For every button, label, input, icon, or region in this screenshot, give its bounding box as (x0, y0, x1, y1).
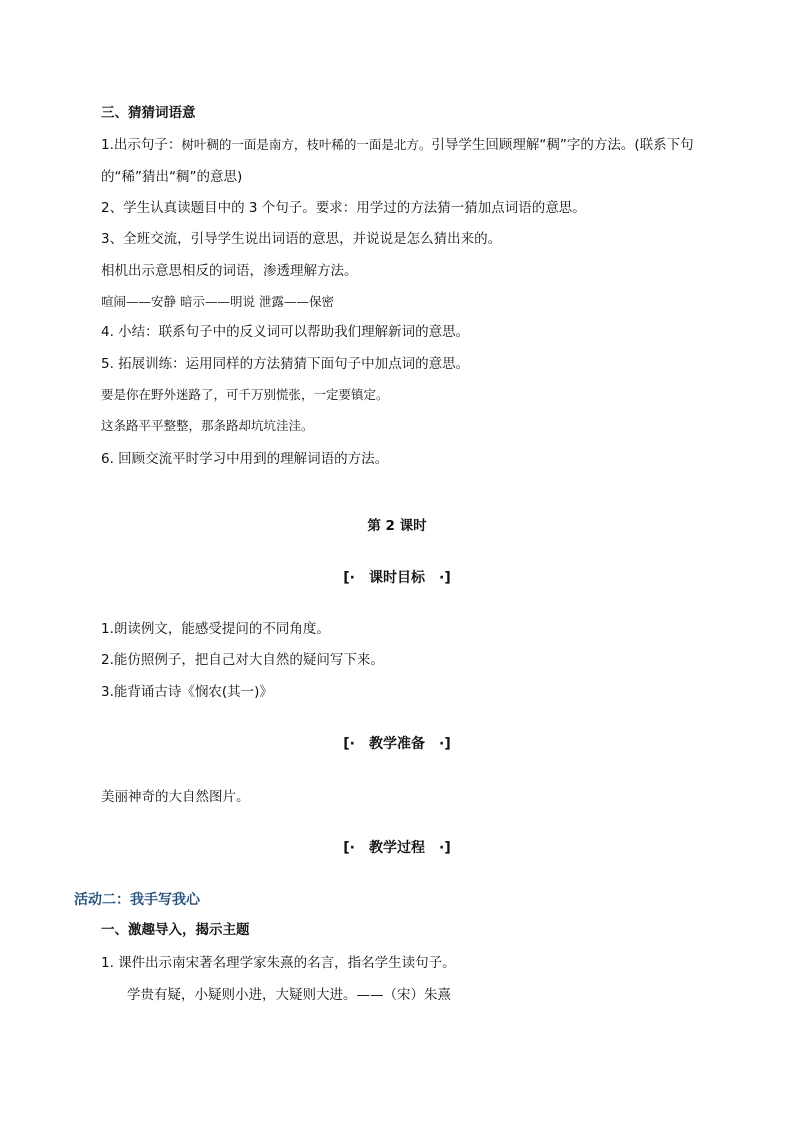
goals-heading (0, 569, 794, 587)
prep-text: 美丽神奇的大自然图片。 (101, 789, 250, 805)
section3-heading: 三、猜猜词语意 (101, 105, 196, 121)
item1-prefix: 1.出示句子： (101, 137, 182, 153)
antonym-pairs: 喧闹——安静 暗示——明说 泄露——保密 (101, 294, 334, 309)
bracket-left: [· (343, 570, 355, 586)
bracket-right: ·] (439, 570, 451, 586)
goal-2: 2.能仿照例子，把自己对大自然的疑问写下来。 (101, 652, 384, 668)
bracket-left: [· (343, 736, 355, 752)
section3-item3b: 相机出示意思相反的词语，渗透理解方法。 (101, 263, 358, 279)
section3-item3: 3、全班交流，引导学生说出词语的意思，并说说是怎么猜出来的。 (101, 231, 502, 247)
example-sentence-1: 要是你在野外迷路了，可千万别慌张，一定要镇定。 (101, 387, 389, 402)
item1-suffix: 引导学生回顾理解“稠”字的方法。(联系下句的“稀”猜出“稠”的意思) (101, 137, 694, 185)
bracket-right: ·] (439, 840, 451, 856)
bracket-left: [· (343, 840, 355, 856)
section3-item1 (101, 129, 721, 193)
prep-heading-text: 教学准备 (369, 736, 425, 752)
activity2-sub1: 一、激趣导入，揭示主题 (101, 922, 250, 938)
section3-item2: 2、学生认真读题目中的 3 个句子。要求：用学过的方法猜一猜加点词语的意思。 (101, 200, 586, 216)
process-heading (0, 839, 794, 857)
section3-item5: 5. 拓展训练：运用同样的方法猜猜下面句子中加点词的意思。 (101, 356, 470, 372)
activity2-item1: 1. 课件出示南宋著名理学家朱熹的名言，指名学生读句子。 (101, 955, 456, 971)
example-sentence-2: 这条路平平整整，那条路却坑坑洼洼。 (101, 418, 314, 433)
section3-item4: 4. 小结：联系句子中的反义词可以帮助我们理解新词的意思。 (101, 324, 470, 340)
item1-example: 树叶稠的一面是南方，枝叶稀的一面是北方。 (181, 137, 432, 152)
process-heading-text: 教学过程 (369, 840, 425, 856)
goal-1: 1.朗读例文，能感受提问的不同角度。 (101, 621, 330, 637)
goals-heading-text: 课时目标 (369, 570, 425, 586)
goal-3: 3.能背诵古诗《悯农(其一)》 (101, 684, 273, 700)
zhuxi-quote: 学贵有疑，小疑则小进，大疑则大进。——（宋）朱熹 (127, 987, 451, 1003)
section3-item6: 6. 回顾交流平时学习中用到的理解词语的方法。 (101, 451, 389, 467)
lesson2-title: 第 2 课时 (367, 518, 427, 534)
bracket-right: ·] (439, 736, 451, 752)
prep-heading (0, 735, 794, 753)
activity2-heading: 活动二：我手写我心 (74, 892, 200, 908)
